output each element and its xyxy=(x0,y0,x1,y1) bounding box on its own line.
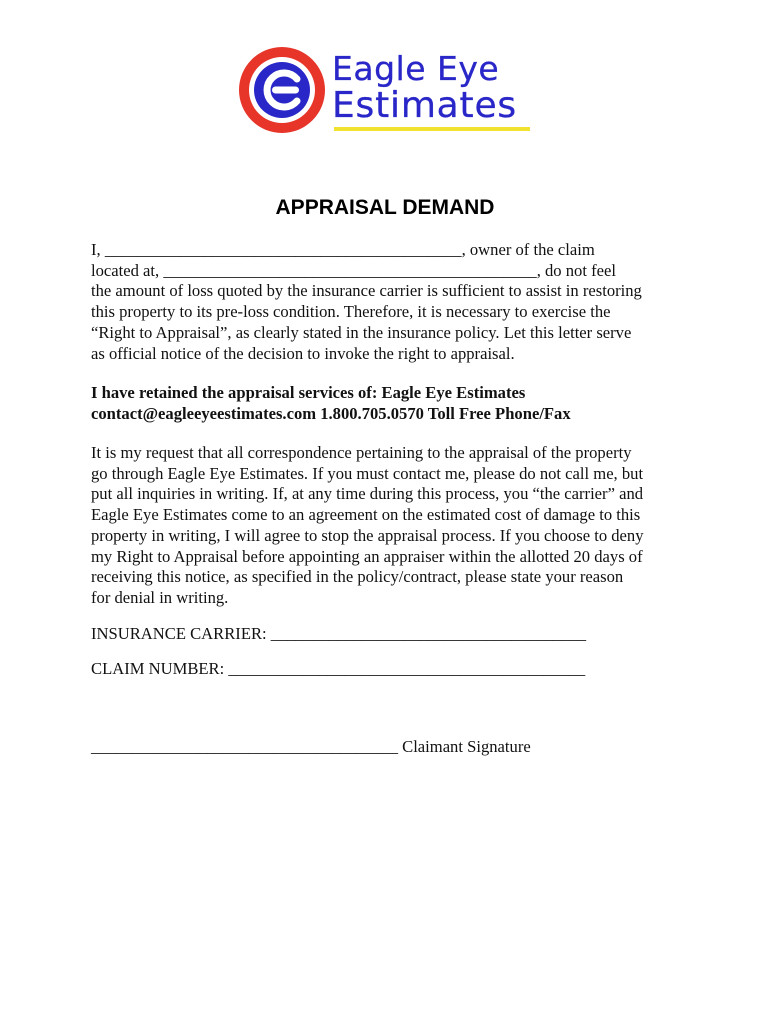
text-line: I have retained the appraisal services of: Eagle Eye Estimates xyxy=(91,383,526,402)
company-logo xyxy=(236,44,536,136)
request-paragraph xyxy=(91,443,644,609)
insurance-carrier-field: INSURANCE CARRIER: ______________________________________ xyxy=(91,624,587,643)
text-line: located at, _____________________________________________, do not feel xyxy=(91,260,616,280)
text-line: my Right to Appraisal before appointing an appraiser within the allotted 20 days of xyxy=(91,546,643,566)
text-line: this property to its pre-loss condition. Therefore, it is necessary to exercise the xyxy=(91,302,611,322)
document-title: APPRAISAL DEMAND xyxy=(275,196,495,219)
text-line: “Right to Appraisal”, as clearly stated in the insurance policy. Let this letter serve xyxy=(91,322,632,342)
intro-paragraph xyxy=(91,240,642,364)
claim-number-field: CLAIM NUMBER: ___________________________________________ xyxy=(91,659,586,678)
logo-underline xyxy=(334,127,530,131)
text-line: for denial in writing. xyxy=(91,587,229,607)
text-line: receiving this notice, as specified in the policy/contract, please state your reason xyxy=(91,567,624,587)
text-line: put all inquiries in writing. If, at any time during this process, you “the carrier” and xyxy=(91,484,644,504)
text-line: go through Eagle Eye Estimates. If you must contact me, please do not call me, but xyxy=(91,463,644,483)
text-line: the amount of loss quoted by the insurance carrier is sufficient to assist in restoring xyxy=(91,281,642,301)
text-line: property in writing, I will agree to stop the appraisal process. If you choose to deny xyxy=(91,525,644,545)
claimant-signature-line: _____________________________________ Claimant Signature xyxy=(91,737,531,756)
text-line: as official notice of the decision to invoke the right to appraisal. xyxy=(91,343,515,363)
logo-line-2: Estimates xyxy=(332,85,517,126)
logo-line-1: Eagle Eye xyxy=(332,49,500,88)
eagle-eye-logo-icon xyxy=(236,44,328,136)
text-line: Eagle Eye Estimates come to an agreement on the estimated cost of damage to this xyxy=(91,505,641,525)
logo-wordmark xyxy=(332,49,517,126)
contact-line: contact@eagleeyeestimates.com 1.800.705.0570 Toll Free Phone/Fax xyxy=(91,403,571,423)
retained-services xyxy=(91,383,571,424)
text-line: It is my request that all correspondence pertaining to the appraisal of the property xyxy=(91,443,632,462)
text-line: I, ___________________________________________, owner of the claim xyxy=(91,240,595,259)
